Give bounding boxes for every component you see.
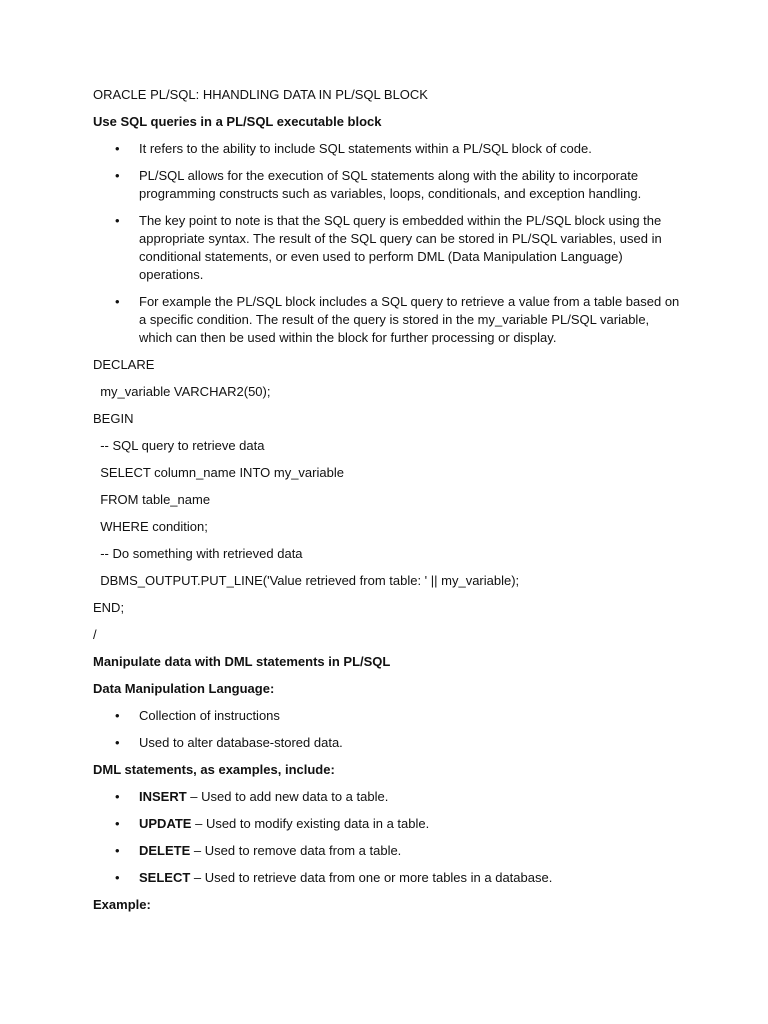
list-item [93, 788, 683, 806]
bullet-icon: • [115, 213, 120, 228]
code-line: SELECT column_name INTO my_variable [93, 465, 344, 480]
bullet-icon: • [115, 168, 120, 183]
section-heading-dml: Manipulate data with DML statements in PL/SQL [93, 654, 391, 669]
list-item [93, 815, 683, 833]
bullet-icon: • [115, 294, 120, 309]
section-heading-sql-queries: Use SQL queries in a PL/SQL executable block [93, 114, 382, 129]
list-item [93, 869, 683, 887]
code-line: DBMS_OUTPUT.PUT_LINE('Value retrieved from table: ' || my_variable); [93, 573, 520, 588]
list-item [93, 842, 683, 860]
bullet-icon: • [115, 843, 120, 858]
code-line: -- Do something with retrieved data [93, 546, 303, 561]
code-line: -- SQL query to retrieve data [93, 438, 265, 453]
bullet-icon: • [115, 708, 120, 723]
list-item: • It refers to the ability to include SQL statements within a PL/SQL block of code. [115, 141, 592, 156]
list-item: • Collection of instructions [115, 708, 280, 723]
subheading-dml-examples: DML statements, as examples, include: [93, 762, 335, 777]
code-line: / [93, 627, 97, 642]
example-label: Example: [93, 897, 151, 912]
dml-description: – Used to retrieve data from one or more tables in a database. [190, 870, 553, 885]
bullet-icon: • [115, 870, 120, 885]
bullet-icon: • [115, 789, 120, 804]
code-line: DECLARE [93, 357, 155, 372]
document-title: ORACLE PL/SQL: HHANDLING DATA IN PL/SQL BLOCK [93, 87, 428, 102]
list-item: • The key point to note is that the SQL query is embedded within the PL/SQL block using the appropriate syntax. The result of the SQL query can be stored in PL/SQL variables, used in conditional statements, or even used to perform DML (Data Manipulation Language) operations. [115, 213, 662, 282]
bullet-icon: • [115, 735, 120, 750]
code-line: WHERE condition; [93, 519, 208, 534]
code-example [93, 356, 683, 644]
dml-definition-bullet-list [93, 707, 683, 752]
list-item: • Used to alter database-stored data. [115, 735, 343, 750]
bullet-icon: • [115, 816, 120, 831]
dml-statements-bullet-list [93, 788, 683, 887]
list-item: • PL/SQL allows for the execution of SQL statements along with the ability to incorporate programming constructs such as variables, loops, conditionals, and exception handling. [115, 168, 642, 201]
dml-description: – Used to modify existing data in a table. [191, 816, 430, 831]
document-body [93, 86, 683, 923]
dml-keyword: DELETE [139, 843, 191, 858]
code-line: FROM table_name [93, 492, 211, 507]
sql-queries-bullet-list [93, 140, 683, 347]
dml-description: – Used to remove data from a table. [190, 843, 402, 858]
list-item: • For example the PL/SQL block includes a SQL query to retrieve a value from a table based on a specific condition. The result of the query is stored in the my_variable PL/SQL variable, which can then be used within the block for further processing or display. [115, 294, 680, 345]
code-line: END; [93, 600, 125, 615]
subheading-dml-definition: Data Manipulation Language: [93, 681, 275, 696]
bullet-icon: • [115, 141, 120, 156]
code-line: my_variable VARCHAR2(50); [93, 384, 271, 399]
dml-description: – Used to add new data to a table. [186, 789, 389, 804]
code-line: BEGIN [93, 411, 134, 426]
dml-keyword: INSERT [139, 789, 187, 804]
dml-keyword: UPDATE [139, 816, 192, 831]
dml-keyword: SELECT [139, 870, 191, 885]
